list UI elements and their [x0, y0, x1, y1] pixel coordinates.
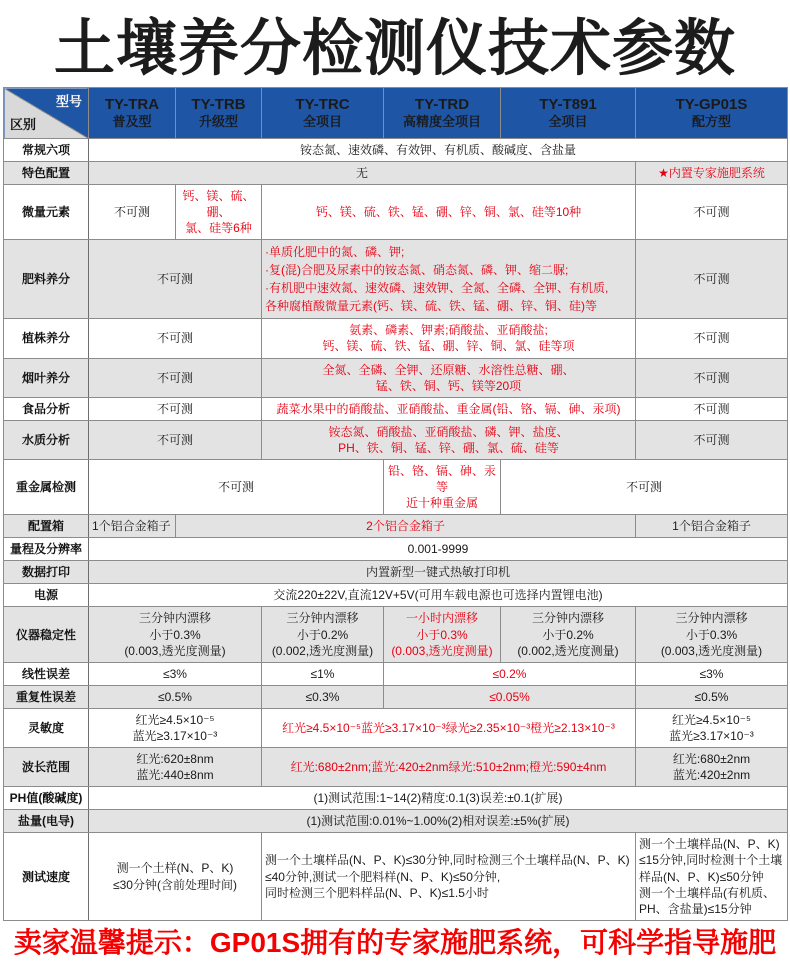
model-type: 全项目	[548, 114, 588, 130]
model-type: 升级型	[198, 114, 238, 130]
table-cell: 1个铝合金箱子	[636, 515, 788, 538]
column-header-ty-tra	[89, 88, 176, 139]
corner-cell	[4, 88, 89, 139]
table-cell: ·单质化肥中的氮、磷、钾; ·复(混)合肥及尿素中的铵态氮、硝态氮、磷、钾、缩二脲; ·有机肥中速效氮、速效磷、速效钾、全氮、全磷、全钾、有机质, 各种腐植酸微量元素(钙、镁、硫、铁、锰、硼、锌、铜、硅)等	[262, 240, 636, 319]
table-cell: 不可测	[89, 420, 262, 459]
model-name: TY-TRC	[295, 95, 350, 113]
table-cell: 测一个土壤样品(N、P、K) ≤15分钟,同时检测十个土壤样品(N、P、K)≤50分钟 测一个土壤样品(有机质、 PH、含盐量)≤15分钟	[636, 833, 788, 920]
table-cell: 不可测	[89, 319, 262, 358]
corner-category-label: 区别	[10, 116, 37, 132]
table-row	[4, 420, 788, 459]
table-cell: 不可测	[636, 185, 788, 240]
table-cell: ≤3%	[89, 662, 262, 685]
table-cell: 三分钟内漂移 小于0.2% (0.002,透光度测量)	[501, 607, 636, 662]
row-label: 特色配置	[4, 162, 89, 185]
row-label: 食品分析	[4, 397, 89, 420]
row-label: 配置箱	[4, 515, 89, 538]
table-cell: 铅、铬、镉、砷、汞等 近十种重金属	[384, 459, 501, 514]
table-cell: 不可测	[89, 459, 384, 514]
table-row	[4, 561, 788, 584]
table-cell: 氨素、磷素、钾素;硝酸盐、亚硝酸盐; 钙、镁、硫、铁、锰、硼、锌、铜、氯、硅等项	[262, 319, 636, 358]
table-row	[4, 240, 788, 319]
row-label: 水质分析	[4, 420, 89, 459]
table-cell: ★内置专家施肥系统	[636, 162, 788, 185]
table-cell: 不可测	[636, 240, 788, 319]
table-cell: 不可测	[636, 358, 788, 397]
table-cell: 不可测	[501, 459, 788, 514]
table-row	[4, 810, 788, 833]
table-row	[4, 708, 788, 747]
table-row	[4, 139, 788, 162]
table-cell: 不可测	[636, 397, 788, 420]
table-cell: 交流220±22V,直流12V+5V(可用车载电源也可选择内置锂电池)	[89, 584, 788, 607]
model-name: TY-TRD	[414, 95, 470, 113]
table-row	[4, 185, 788, 240]
table-row	[4, 748, 788, 787]
table-cell: ≤3%	[636, 662, 788, 685]
table-cell: 铵态氮、硝酸盐、亚硝酸盐、磷、钾、盐度、 PH、铁、铜、锰、锌、硼、氯、硫、硅等	[262, 420, 636, 459]
table-cell: 测一个土壤样品(N、P、K)≤30分钟,同时检测三个土壤样品(N、P、K)≤40分钟,测试一个肥料样(N、P、K)≤50分钟, 同时检测三个肥料样品(N、P、K)≤1.5小时	[262, 833, 636, 920]
row-label: 烟叶养分	[4, 358, 89, 397]
row-label: 重复性误差	[4, 685, 89, 708]
corner-model-label: 型号	[55, 94, 82, 109]
page-title: 土壤养分检测仪技术参数	[53, 14, 736, 82]
table-cell: 三分钟内漂移 小于0.3% (0.003,透光度测量)	[636, 607, 788, 662]
table-cell: ≤1%	[262, 662, 384, 685]
table-row	[4, 787, 788, 810]
table-cell: 红光≥4.5×10⁻⁵ 蓝光≥3.17×10⁻³	[89, 708, 262, 747]
table-cell: ≤0.05%	[384, 685, 636, 708]
model-type: 普及型	[112, 114, 152, 130]
row-label: 数据打印	[4, 561, 89, 584]
table-row	[4, 162, 788, 185]
table-cell: 不可测	[636, 420, 788, 459]
table-row	[4, 515, 788, 538]
table-row	[4, 833, 788, 920]
column-header-ty-trb	[176, 88, 262, 139]
table-cell: ≤0.2%	[384, 662, 636, 685]
model-name: TY-TRB	[191, 95, 246, 113]
table-cell: 2个铝合金箱子	[176, 515, 636, 538]
table-cell: ≤0.5%	[89, 685, 262, 708]
row-label: 微量元素	[4, 185, 89, 240]
table-cell: ≤0.3%	[262, 685, 384, 708]
table-cell: 一小时内漂移 小于0.3% (0.003,透光度测量)	[384, 607, 501, 662]
row-label: 仪器稳定性	[4, 607, 89, 662]
row-label: 测试速度	[4, 833, 89, 920]
table-cell: 不可测	[89, 185, 176, 240]
row-label: 灵敏度	[4, 708, 89, 747]
row-label: PH值(酸碱度)	[4, 787, 89, 810]
row-label: 波长范围	[4, 748, 89, 787]
model-type: 配方型	[691, 114, 731, 130]
model-name: TY-GP01S	[675, 95, 748, 113]
table-row	[4, 685, 788, 708]
table-cell: 不可测	[89, 397, 262, 420]
row-label: 线性误差	[4, 662, 89, 685]
table-cell: 蔬菜水果中的硝酸盐、亚硝酸盐、重金属(铅、铬、镉、砷、汞项)	[262, 397, 636, 420]
table-cell: ≤0.5%	[636, 685, 788, 708]
row-label: 量程及分辨率	[4, 538, 89, 561]
row-label: 植株养分	[4, 319, 89, 358]
row-label: 盐量(电导)	[4, 810, 89, 833]
model-name: TY-T891	[539, 95, 597, 113]
table-cell: 三分钟内漂移 小于0.3% (0.003,透光度测量)	[89, 607, 262, 662]
model-name: TY-TRA	[104, 95, 160, 113]
row-label: 重金属检测	[4, 459, 89, 514]
header-row	[4, 88, 788, 139]
seller-note: 卖家温馨提示：GP01S拥有的专家施肥系统，可科学指导施肥	[13, 926, 777, 958]
table-cell: 红光≥4.5×10⁻⁵ 蓝光≥3.17×10⁻³	[636, 708, 788, 747]
table-row	[4, 607, 788, 662]
table-cell: 不可测	[636, 319, 788, 358]
table-cell: 测一个土样(N、P、K) ≤30分钟(含前处理时间)	[89, 833, 262, 920]
table-row	[4, 459, 788, 514]
table-row	[4, 358, 788, 397]
column-header-ty-trd	[384, 88, 501, 139]
model-type: 高精度全项目	[402, 114, 481, 130]
table-cell: 内置新型一键式热敏打印机	[89, 561, 788, 584]
column-header-ty-t891	[501, 88, 636, 139]
table-cell: 铵态氮、速效磷、有效钾、有机质、酸碱度、含盐量	[89, 139, 788, 162]
table-row	[4, 319, 788, 358]
row-label: 肥料养分	[4, 240, 89, 319]
table-cell: 红光:680±2nm;蓝光:420±2nm绿光:510±2nm;橙光:590±4nm	[262, 748, 636, 787]
row-label: 常规六项	[4, 139, 89, 162]
table-cell: 无	[89, 162, 636, 185]
table-row	[4, 584, 788, 607]
table-cell: 红光:680±2nm 蓝光:420±2nm	[636, 748, 788, 787]
table-row	[4, 662, 788, 685]
table-cell: 钙、镁、硫、硼、 氯、硅等6种	[176, 185, 262, 240]
spec-table	[3, 87, 788, 921]
table-cell: 钙、镁、硫、铁、锰、硼、锌、铜、氯、硅等10种	[262, 185, 636, 240]
model-type: 全项目	[302, 114, 342, 130]
table-cell: 三分钟内漂移 小于0.2% (0.002,透光度测量)	[262, 607, 384, 662]
table-row	[4, 397, 788, 420]
table-cell: (1)测试范围:1~14(2)精度:0.1(3)误差:±0.1(扩展)	[89, 787, 788, 810]
table-cell: 0.001-9999	[89, 538, 788, 561]
spec-table-body	[4, 139, 788, 921]
table-cell: 不可测	[89, 240, 262, 319]
table-cell: 全氮、全磷、全钾、还原糖、水溶性总糖、硼、 锰、铁、铜、钙、镁等20项	[262, 358, 636, 397]
table-cell: 1个铝合金箱子	[89, 515, 176, 538]
table-cell: 红光≥4.5×10⁻⁵蓝光≥3.17×10⁻³绿光≥2.35×10⁻³橙光≥2.13×10⁻³	[262, 708, 636, 747]
table-cell: (1)测试范围:0.01%~1.00%(2)相对误差:±5%(扩展)	[89, 810, 788, 833]
column-header-ty-trc	[262, 88, 384, 139]
row-label: 电源	[4, 584, 89, 607]
column-header-ty-gp01s	[636, 88, 788, 139]
table-row	[4, 538, 788, 561]
table-cell: 红光:620±8nm 蓝光:440±8nm	[89, 748, 262, 787]
table-cell: 不可测	[89, 358, 262, 397]
